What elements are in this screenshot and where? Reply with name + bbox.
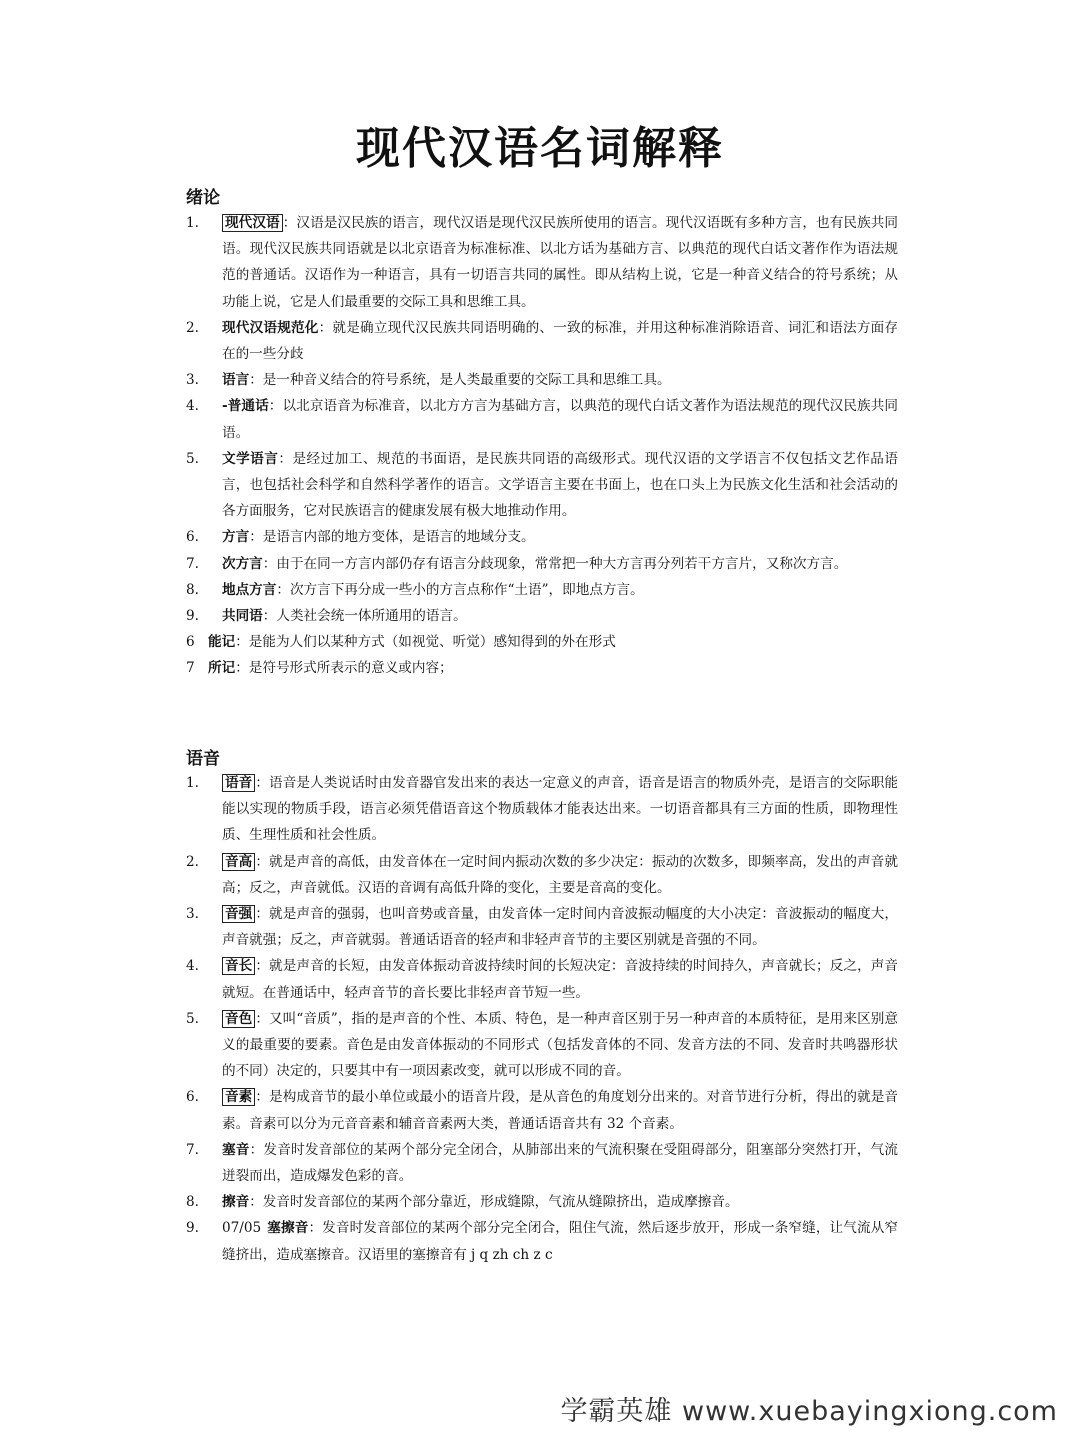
term-entry: [186, 367, 898, 393]
entry-definition: 是能为人们以某种方式（如视觉、听觉）感知得到的外在形式: [248, 634, 616, 651]
entry-separator: ：: [255, 906, 270, 923]
entry-separator: ：: [255, 1089, 270, 1106]
entry-term: 音色: [222, 1010, 255, 1028]
entry-definition: 发音时发音部位的某两个部分完全闭合，从肺部出来的气流积聚在受阻碍部分，阻塞部分突然打开，气流迸裂而出，造成爆发色彩的音。: [222, 1141, 899, 1185]
entry-number: 3.: [186, 372, 199, 389]
entry-term: 共同语: [222, 608, 263, 625]
entry-separator: ：: [249, 529, 263, 546]
entry-separator: ：: [255, 958, 270, 975]
entry-definition: 语音是人类说话时由发音器官发出来的表达一定意义的声音，语音是语言的物质外壳，是语言的交际职能能以实现的物质手段，语言必须凭借语音这个物质载体才能表达出来。一切语音都具有三方面的性质，即物理性质、生理性质和社会性质。: [222, 775, 899, 844]
entry-number: 8.: [186, 1194, 199, 1211]
entry-separator: ：: [318, 319, 333, 336]
entry-term: 音高: [222, 853, 255, 871]
entry-definition: 以北京语音为标准音，以北方方言为基础方言，以典范的现代白话文著作为语法规范的现代汉民族共同语。: [222, 398, 899, 441]
term-entry: [186, 655, 898, 681]
entry-separator: ：: [255, 1010, 270, 1027]
section-heading-intro: 绪论: [186, 188, 220, 208]
entry-separator: ：: [249, 1194, 263, 1211]
entry-number: 9.: [186, 1220, 199, 1237]
entry-term: 能记: [208, 634, 236, 651]
entry-number: 2.: [186, 319, 199, 336]
entry-term: 所记: [208, 660, 236, 677]
entry-separator: ：: [276, 581, 290, 598]
term-entry: [186, 315, 898, 367]
entry-definition: 发音时发音部位的某两个部分完全闭合，阻住气流，然后逐步放开，形成一条窄缝，让气流从窄缝挤出，造成塞擦音。汉语里的塞擦音有 j q zh ch z c: [222, 1220, 899, 1263]
term-entry: [186, 446, 898, 525]
entry-separator: ：: [249, 1141, 264, 1158]
term-entry: [186, 577, 898, 603]
entry-term: 次方言: [222, 555, 263, 572]
entry-separator: ：: [255, 853, 270, 870]
entry-number: 3.: [186, 906, 199, 923]
entry-term: 音强: [222, 905, 255, 923]
entry-definition: 是语言内部的地方变体，是语言的地域分支。: [262, 529, 535, 546]
entry-term: 现代汉语规范化: [222, 319, 319, 336]
entry-definition: 是符号形式所表示的意义或内容；: [248, 660, 453, 677]
section-heading-phonetics: 语音: [186, 749, 220, 769]
term-entry: [186, 210, 898, 315]
entry-term: 塞擦音: [267, 1220, 309, 1237]
entry-number: 1.: [186, 775, 199, 791]
entry-definition: 是经过加工、规范的书面语，是民族共同语的高级形式。现代汉语的文学语言不仅包括文艺作品语言，也包括社会科学和自然科学著作的语言。文学语言主要在书面上，也在口头上为民族文化生活和社会活动的各方面服务，它对民族语言的健康发展有极大地推动作用。: [222, 450, 898, 520]
term-entry: [186, 901, 898, 953]
entry-definition: 就是确立现代汉民族共同语明确的、一致的标准，并用这种标准消除语音、词汇和语法方面存在的一些分歧: [222, 319, 899, 363]
entry-definition: 汉语是汉民族的语言，现代汉语是现代汉民族所使用的语言。现代汉语既有多种方言，也有民族共同语。现代汉民族共同语就是以北京语音为标准标准、以北方话为基础方言、以典范的现代白话文著作作为语法规范的普通话。汉语作为一种语言，具有一切语言共同的属性。即从结构上说，它是一种音义结合的符号系统；从功能上说，它是人们最重要的交际工具和思维工具。: [222, 215, 899, 310]
term-entry: [186, 1189, 898, 1215]
entry-separator: ：: [308, 1220, 323, 1237]
watermark: 学霸英雄 www.xuebayingxiong.com: [560, 1396, 1058, 1427]
entry-prefix: 07/05: [222, 1220, 262, 1237]
term-entry: [186, 770, 898, 849]
entry-term: -普通话: [222, 398, 269, 415]
term-entry: [186, 524, 898, 550]
entry-definition: 由于在同一方言内部仍存有语言分歧现象，常常把一种大方言再分列若干方言片，又称次方言。: [276, 555, 848, 572]
entry-number: 7: [186, 660, 195, 677]
term-entry: [186, 1084, 898, 1136]
entry-separator: ：: [235, 660, 249, 677]
entry-number: 6.: [186, 529, 199, 546]
entry-definition: 次方言下再分成一些小的方言点称作“土语”，即地点方言。: [289, 581, 644, 598]
entry-term: 方言: [222, 529, 250, 546]
entry-separator: ：: [235, 634, 249, 651]
entry-term: 塞音: [222, 1141, 250, 1158]
entry-definition: 发音时发音部位的某两个部分靠近，形成缝隙，气流从缝隙挤出，造成摩擦音。: [262, 1194, 739, 1211]
term-entry: [186, 393, 898, 445]
term-entry: [186, 1215, 898, 1267]
entry-term: 语言: [222, 372, 250, 389]
entry-number: 5.: [186, 1010, 199, 1027]
entry-number: 2.: [186, 853, 199, 870]
entry-separator: ：: [255, 775, 270, 791]
entry-definition: 就是声音的长短，由发音体振动音波持续时间的长短决定：音波持续的时间持久，声音就长；反之，声音就短。在普通话中，轻声音节的音长要比非轻声音节短一些。: [222, 958, 899, 1001]
term-entry: [186, 953, 898, 1005]
entry-number: 1.: [186, 215, 199, 231]
page-title: 现代汉语名词解释: [356, 123, 724, 174]
entry-separator: ：: [282, 215, 297, 231]
entry-term: 语音: [222, 774, 255, 792]
entry-number: 5.: [186, 450, 199, 467]
entry-definition: 人类社会统一体所通用的语言。: [276, 608, 467, 625]
entry-definition: 又叫“音质”，指的是声音的个性、本质、特色，是一种声音区别于另一种声音的本质特征，是用来区别意义的最重要的要素。音色是由发音体振动的不同形式（包括发音体的不同、发音方法的不同、发音时共鸣器形状的不同）决定的，只要其中有一项因素改变，就可以形成不同的音。: [222, 1010, 899, 1080]
entry-term: 文学语言: [222, 450, 279, 467]
phonetics-term-list: [186, 770, 898, 1268]
entry-number: 7.: [186, 555, 199, 572]
entry-separator: ：: [249, 372, 263, 389]
entry-separator: ：: [268, 398, 283, 415]
entry-separator: ：: [262, 555, 277, 572]
entry-term: 音长: [222, 957, 255, 975]
entry-separator: ：: [278, 450, 293, 467]
term-entry: [186, 603, 898, 629]
entry-number: 6: [186, 634, 195, 651]
entry-definition: 是构成音节的最小单位或最小的语音片段，是从音色的角度划分出来的。对音节进行分析，得出的就是音素。音素可以分为元音音素和辅音音素两大类，普通话语音共有 32 个音素。: [222, 1089, 899, 1132]
term-entry: [186, 849, 898, 901]
entry-term: 擦音: [222, 1194, 250, 1211]
term-entry: [186, 1006, 898, 1085]
entry-number: 7.: [186, 1141, 199, 1158]
entry-term: 现代汉语: [222, 214, 283, 232]
term-entry: [186, 629, 898, 655]
entry-definition: 是一种音义结合的符号系统，是人类最重要的交际工具和思维工具。: [262, 372, 671, 389]
entry-definition: 就是声音的强弱，也叫音势或音量，由发音体一定时间内音波振动幅度的大小决定：音波振动的幅度大，声音就强；反之，声音就弱。普通话语音的轻声和非轻声音节的主要区别就是音强的不同。: [222, 906, 899, 949]
intro-term-list: [186, 210, 898, 682]
entry-number: 4.: [186, 958, 199, 975]
entry-term: 音素: [222, 1088, 255, 1106]
term-entry: [186, 551, 898, 577]
entry-number: 4.: [186, 398, 199, 415]
entry-definition: 就是声音的高低，由发音体在一定时间内振动次数的多少决定：振动的次数多，即频率高，发出的声音就高；反之，声音就低。汉语的音调有高低升降的变化，主要是音高的变化。: [222, 853, 899, 896]
entry-separator: ：: [262, 608, 277, 625]
entry-number: 8.: [186, 581, 199, 598]
entry-number: 6.: [186, 1089, 199, 1106]
entry-number: 9.: [186, 608, 199, 625]
term-entry: [186, 1137, 898, 1189]
entry-term: 地点方言: [222, 581, 277, 598]
